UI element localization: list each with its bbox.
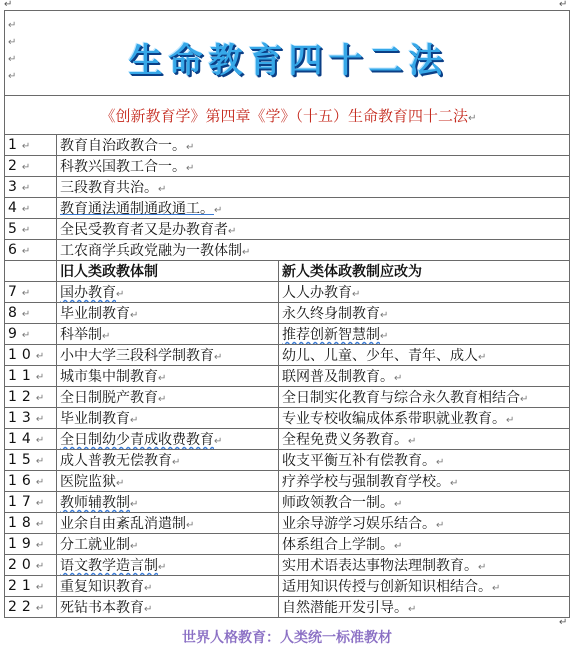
paragraph-mark: ↵ <box>158 394 167 405</box>
old-system-cell <box>57 303 279 324</box>
old-system-cell <box>57 408 279 429</box>
column-header-new: 新人类体政教制应改为 <box>279 261 570 282</box>
paragraph-mark: ↵ <box>35 498 50 509</box>
paragraph-mark: ↵ <box>35 372 50 383</box>
paragraph-mark: ↵ <box>21 183 36 194</box>
paragraph-mark: ↵ <box>158 373 167 384</box>
row-number-text: 5 <box>8 221 22 237</box>
table-row <box>5 492 570 513</box>
new-system-cell <box>279 450 570 471</box>
row-number <box>5 597 57 618</box>
chapter-subtitle: 《创新教育学》第四章《学》（十五）生命教育四十二法 <box>100 106 469 125</box>
paragraph-mark: ↵ <box>436 520 445 531</box>
paragraph-mark: ↵ <box>35 393 50 404</box>
footer-caption: 世界人格教育：人类统一标准教材 <box>182 630 392 646</box>
paragraph-mark: ↵ <box>186 520 195 531</box>
paragraph-mark: ↵ <box>35 351 50 362</box>
old-system-cell-text: 毕业制教育 <box>60 411 130 427</box>
old-system-cell-text: 分工就业制 <box>60 537 130 553</box>
new-system-cell-text: 全日制实化教育与综合永久教育相结合 <box>282 390 520 406</box>
row-text <box>57 240 570 261</box>
paragraph-mark: ↵ <box>130 541 139 552</box>
table-row <box>5 156 570 177</box>
row-number-text: 13 <box>8 410 36 426</box>
new-system-cell-text: 专业专校收编成体系带职就业教育。 <box>282 411 506 427</box>
paragraph-mark: ↵ <box>172 457 181 468</box>
title-cell <box>5 11 570 96</box>
row-number-text: 4 <box>8 200 22 216</box>
row-number <box>5 555 57 576</box>
paragraph-mark: ↵ <box>506 415 515 426</box>
table-row <box>5 177 570 198</box>
paragraph-mark: ↵ <box>436 457 445 468</box>
old-system-cell-text: 语文教学造言制 <box>60 558 158 574</box>
row-text <box>57 135 570 156</box>
old-system-cell <box>57 282 279 303</box>
row-number <box>5 219 57 240</box>
new-system-cell <box>279 282 570 303</box>
row-number <box>5 450 57 471</box>
paragraph-mark: ↵ <box>394 373 403 384</box>
row-text <box>57 177 570 198</box>
row-text-text: 全民受教育者又是办教育者 <box>60 222 228 238</box>
table-row <box>5 513 570 534</box>
table-row <box>5 345 570 366</box>
new-system-cell-text: 收支平衡互补有偿教育。 <box>282 453 436 469</box>
row-number-text: 12 <box>8 389 36 405</box>
paragraph-mark: ↵ <box>144 604 153 615</box>
row-number-text: 1 <box>8 137 22 153</box>
table-row <box>5 324 570 345</box>
paragraph-mark: ↵ <box>116 478 125 489</box>
paragraph-mark: ↵ <box>228 226 237 237</box>
new-system-cell <box>279 408 570 429</box>
paragraph-mark: ↵ <box>21 288 36 299</box>
paragraph-mark: ↵ <box>352 289 361 300</box>
row-number <box>5 471 57 492</box>
paragraph-mark: ↵ <box>35 603 50 614</box>
top-right-edge-mark: ↵ <box>559 0 568 10</box>
new-system-cell <box>279 534 570 555</box>
row-number-text: 9 <box>8 326 22 342</box>
row-number <box>5 198 57 219</box>
old-system-cell-text: 城市集中制教育 <box>60 369 158 385</box>
paragraph-mark: ↵ <box>144 583 153 594</box>
intro-rows <box>5 135 570 261</box>
paragraph-mark: ↵ <box>35 435 50 446</box>
table-row <box>5 429 570 450</box>
row-number-text: 11 <box>8 368 36 384</box>
old-system-cell <box>57 576 279 597</box>
row-number <box>5 282 57 303</box>
row-number <box>5 177 57 198</box>
paragraph-mark: ↵ <box>21 162 36 173</box>
table-row <box>5 408 570 429</box>
paragraph-mark: ↵ <box>408 436 417 447</box>
table-row <box>5 282 570 303</box>
paragraph-mark: ↵ <box>214 205 223 216</box>
row-number-text: 10 <box>8 347 36 363</box>
row-number-text: 20 <box>8 557 36 573</box>
old-system-cell <box>57 450 279 471</box>
new-system-cell-text: 联网普及制教育。 <box>282 369 394 385</box>
document-page <box>4 0 569 628</box>
row-text <box>57 156 570 177</box>
paragraph-mark: ↵ <box>408 604 417 615</box>
top-left-edge-mark: ↵ <box>4 0 13 10</box>
row-number <box>5 156 57 177</box>
row-number <box>5 534 57 555</box>
new-system-cell-text: 师政领教合一制。 <box>282 495 394 511</box>
new-system-cell <box>279 597 570 618</box>
paragraph-mark: ↵ <box>21 141 36 152</box>
paragraph-mark: ↵ <box>130 310 139 321</box>
paragraph-mark: ↵ <box>214 352 223 363</box>
table-row <box>5 303 570 324</box>
old-system-cell-text: 国办教育 <box>60 285 116 301</box>
new-system-cell-text: 业余导游学习娱乐结合。 <box>282 516 436 532</box>
row-text-text: 工农商学兵政党融为一教体制 <box>60 243 242 259</box>
table-row <box>5 198 570 219</box>
old-system-cell <box>57 366 279 387</box>
old-system-cell-text: 业余自由紊乱消遣制 <box>60 516 186 532</box>
paragraph-mark: ↵ <box>35 561 50 572</box>
row-number-text: 19 <box>8 536 36 552</box>
paragraph-mark: ↵ <box>130 415 139 426</box>
row-number <box>5 324 57 345</box>
new-system-cell <box>279 324 570 345</box>
old-system-cell <box>57 429 279 450</box>
row-number-text: 17 <box>8 494 36 510</box>
row-number <box>5 408 57 429</box>
paragraph-mark: ↵ <box>450 478 459 489</box>
title-paragraph-marks: ↵ ↵ ↵ ↵ <box>8 20 17 82</box>
row-number-text: 15 <box>8 452 36 468</box>
row-number <box>5 240 57 261</box>
new-system-cell-text: 全程免费义务教育。 <box>282 432 408 448</box>
paragraph-mark: ↵ <box>394 499 403 510</box>
paragraph-mark: ↵ <box>478 352 487 363</box>
new-system-cell <box>279 387 570 408</box>
paragraph-mark: ↵ <box>35 519 50 530</box>
old-system-cell <box>57 513 279 534</box>
old-system-cell <box>57 324 279 345</box>
table-row <box>5 555 570 576</box>
paragraph-mark: ↵ <box>35 414 50 425</box>
new-system-cell-text: 适用知识传授与创新知识相结合。 <box>282 579 492 595</box>
paragraph-mark: ↵ <box>116 289 125 300</box>
new-system-cell-text: 推荐创新智慧制 <box>282 327 380 343</box>
row-number <box>5 303 57 324</box>
paragraph-mark: ↵ <box>186 163 195 174</box>
old-system-cell <box>57 555 279 576</box>
paragraph-mark: ↵ <box>242 247 251 258</box>
paragraph-mark: ↵ <box>35 477 50 488</box>
new-system-cell-text: 实用术语表达事物法理制教育。 <box>282 558 478 574</box>
new-system-cell <box>279 303 570 324</box>
new-system-cell <box>279 555 570 576</box>
paragraph-mark: ↵ <box>478 562 487 573</box>
paragraph-mark: ↵ <box>158 184 167 195</box>
row-number-text: 21 <box>8 578 36 594</box>
new-system-cell-text: 人人办教育 <box>282 285 352 301</box>
subtitle-cell: 《创新教育学》第四章《学》（十五）生命教育四十二法↵ <box>5 96 570 135</box>
row-number <box>5 135 57 156</box>
row-number <box>5 387 57 408</box>
old-system-cell-text: 死钻书本教育 <box>60 600 144 616</box>
row-number-text: 3 <box>8 179 22 195</box>
paragraph-mark: ↵ <box>492 583 501 594</box>
row-number-text: 16 <box>8 473 36 489</box>
new-system-cell <box>279 429 570 450</box>
old-system-cell-text: 成人普教无偿教育 <box>60 453 172 469</box>
paragraph-mark: ↵ <box>130 499 139 510</box>
paragraph-mark: ↵ <box>21 225 36 236</box>
paragraph-mark: ↵ <box>21 309 36 320</box>
row-text-text: 教育自治政教合一。 <box>60 138 186 154</box>
table-row <box>5 135 570 156</box>
paragraph-mark: ↵ <box>35 582 50 593</box>
new-system-cell-text: 疗养学校与强制教育学校。 <box>282 474 450 490</box>
page-title: 生命教育四十二法 <box>128 40 449 81</box>
paragraph-mark: ↵ <box>380 310 389 321</box>
row-text-text: 三段教育共治。 <box>60 180 158 196</box>
row-number-text: 8 <box>8 305 22 321</box>
row-number-text: 18 <box>8 515 36 531</box>
compare-rows <box>5 282 570 618</box>
paragraph-mark: ↵ <box>35 456 50 467</box>
row-number <box>5 576 57 597</box>
old-system-cell-text: 重复知识教育 <box>60 579 144 595</box>
new-system-cell-text: 幼儿、儿童、少年、青年、成人 <box>282 348 478 364</box>
paragraph-mark: ↵ <box>21 246 36 257</box>
old-system-cell <box>57 471 279 492</box>
row-number <box>5 366 57 387</box>
row-number-text: 6 <box>8 242 22 258</box>
row-number-text: 22 <box>8 599 36 615</box>
paragraph-mark: ↵ <box>214 436 223 447</box>
row-number-text: 7 <box>8 284 22 300</box>
old-system-cell-text: 医院监狱 <box>60 474 116 490</box>
header-num-cell <box>5 261 57 282</box>
old-system-cell <box>57 345 279 366</box>
old-system-cell-text: 教师辅教制 <box>60 495 130 511</box>
table-row <box>5 534 570 555</box>
old-system-cell-text: 全日制脱产教育 <box>60 390 158 406</box>
old-system-cell <box>57 534 279 555</box>
table-row <box>5 576 570 597</box>
paragraph-mark: ↵ <box>394 541 403 552</box>
paragraph-mark: ↵ <box>380 331 389 342</box>
paragraph-mark: ↵ <box>21 204 36 215</box>
table-row <box>5 240 570 261</box>
old-system-cell-text: 毕业制教育 <box>60 306 130 322</box>
paragraph-mark: ↵ <box>35 540 50 551</box>
old-system-cell <box>57 597 279 618</box>
row-text <box>57 198 570 219</box>
new-system-cell <box>279 366 570 387</box>
new-system-cell <box>279 345 570 366</box>
row-number-text: 14 <box>8 431 36 447</box>
paragraph-mark: ↵ <box>21 330 36 341</box>
methods-table <box>4 10 570 618</box>
row-number <box>5 492 57 513</box>
table-row <box>5 387 570 408</box>
table-row <box>5 219 570 240</box>
paragraph-mark: ↵ <box>520 394 529 405</box>
table-row <box>5 471 570 492</box>
column-header-old: 旧人类政教体制 <box>57 261 279 282</box>
old-system-cell-text: 小中大学三段科学制教育 <box>60 348 214 364</box>
new-system-cell <box>279 471 570 492</box>
row-number-text: 2 <box>8 158 22 174</box>
new-system-cell <box>279 513 570 534</box>
row-text <box>57 219 570 240</box>
table-row <box>5 597 570 618</box>
bottom-right-edge-mark: ↵ <box>559 617 568 628</box>
table-row <box>5 450 570 471</box>
row-text-text: 科教兴国教工合一。 <box>60 159 186 175</box>
old-system-cell-text: 全日制幼少青成收费教育 <box>60 432 214 448</box>
new-system-cell <box>279 576 570 597</box>
old-system-cell <box>57 492 279 513</box>
paragraph-mark: ↵ <box>102 331 111 342</box>
new-system-cell-text: 体系组合上学制。 <box>282 537 394 553</box>
old-system-cell-text: 科举制 <box>60 327 102 343</box>
row-number <box>5 513 57 534</box>
old-system-cell <box>57 387 279 408</box>
row-number <box>5 345 57 366</box>
table-row <box>5 366 570 387</box>
row-number <box>5 429 57 450</box>
new-system-cell <box>279 492 570 513</box>
paragraph-mark: ↵ <box>186 142 195 153</box>
paragraph-mark: ↵ <box>158 562 167 573</box>
row-text-text: 教育通法通制通政通工。 <box>60 201 214 217</box>
new-system-cell-text: 永久终身制教育 <box>282 306 380 322</box>
new-system-cell-text: 自然潜能开发引导。 <box>282 600 408 616</box>
